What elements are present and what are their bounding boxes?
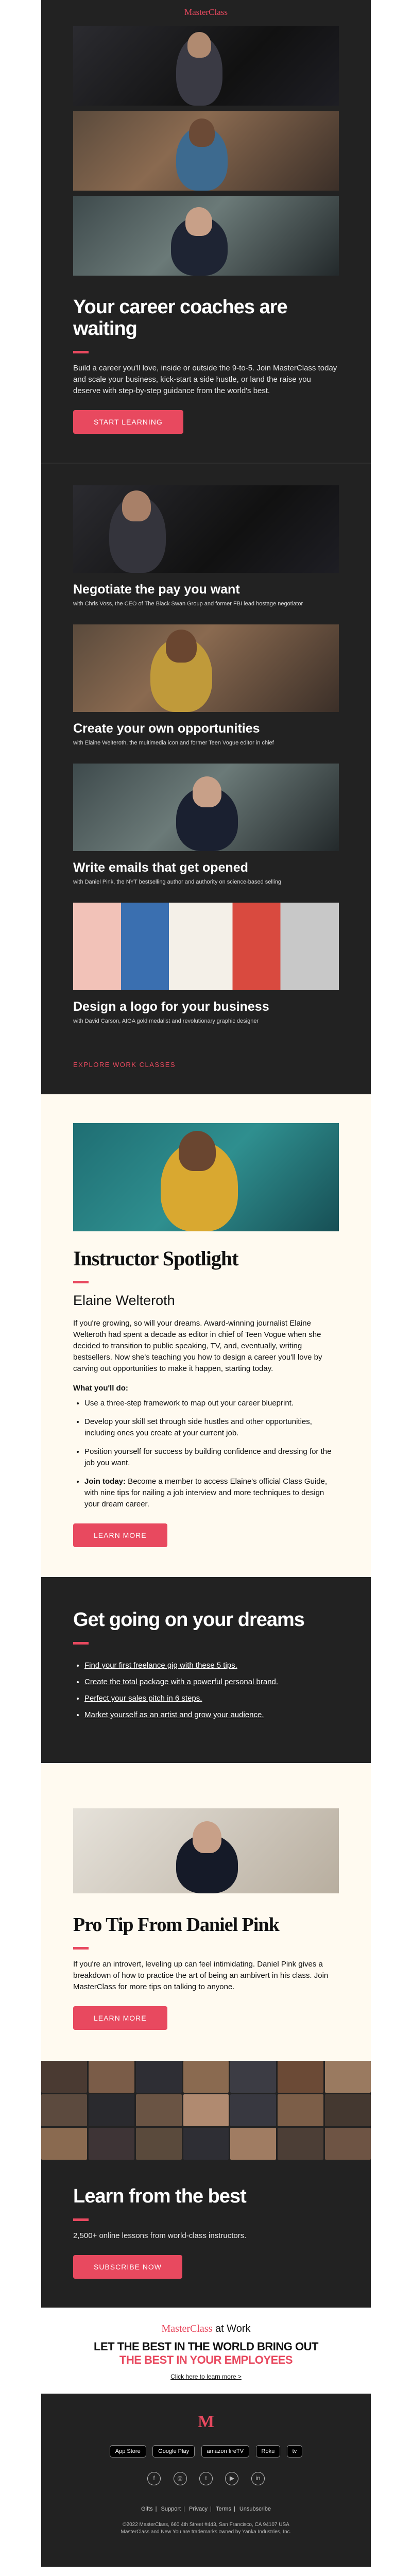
course-image-negotiate[interactable] [73,485,339,573]
course-subtitle-logo: with David Carson, AIGA gold medalist and revolutionary graphic designer [73,1018,259,1024]
spotlight-list [84,1398,339,1510]
hero-photo-elaine-welteroth [73,111,339,191]
footer-links: Gifts | Support | Privacy | Terms | Unsubscribe [141,2506,271,2512]
footer-link-terms[interactable]: Terms [215,2506,231,2512]
dreams-section [41,1577,371,1763]
course-title-emails[interactable]: Write emails that get opened [73,860,248,875]
footer-link-unsubscribe[interactable]: Unsubscribe [239,2506,271,2512]
footer [41,2394,371,2567]
course-subtitle-emails: with Daniel Pink, the NYT bestselling author and authority on science-based selling [73,879,281,885]
spotlight-heading: Instructor Spotlight [73,1247,238,1270]
divider [73,2218,89,2221]
list-item: • Join today: Become a member to access Elaine's official Class Guide, with nine tips for nailing a job interview and more techniques to design your dream career. [84,1476,339,1510]
dreams-link-sales-pitch[interactable]: Perfect your sales pitch in 6 steps. [84,1694,202,1703]
dreams-title: Get going on your dreams [73,1609,304,1631]
start-learning-button[interactable]: START LEARNING [73,410,183,434]
hero-section [41,0,371,463]
email-container [41,0,371,2576]
roku-badge[interactable]: Roku [256,2445,281,2458]
at-work-learn-more-link[interactable]: Click here to learn more > [170,2373,242,2380]
spotlight-photo-elaine [73,1123,339,1231]
list-item: • Position yourself for success by building confidence and dressing for the job you want. [84,1446,339,1469]
dreams-link-market-yourself[interactable]: Market yourself as an artist and grow your audience. [84,1710,264,1719]
spotlight-list-title: What you'll do: [73,1384,128,1393]
amazon-fire-tv-badge[interactable]: amazon fireTV [201,2445,250,2458]
linkedin-icon[interactable]: in [251,2472,265,2485]
at-work-section [41,2308,371,2394]
spotlight-instructor-name: Elaine Welteroth [73,1293,175,1308]
footer-link-privacy[interactable]: Privacy [189,2506,208,2512]
protip-body: If you're an introvert, leveling up can feel intimidating. Daniel Pink gives a breakdown of how to practice the art of being an ambivert in his class. Join MasterClass for more tips on talking to anyone. [73,1960,329,1991]
legal-address: ©2022 MasterClass, 660 4th Street #443, San Francisco, CA 94107 USA [123,2522,289,2528]
hero-photo-chris-voss [73,26,339,106]
list-item: • Use a three-step framework to map out your career blueprint. [84,1398,339,1409]
course-title-logo[interactable]: Design a logo for your business [73,999,269,1014]
protip-title: Pro Tip From Daniel Pink [73,1914,279,1936]
protip-learn-more-button[interactable]: LEARN MORE [73,2006,167,2030]
subscribe-now-button[interactable]: SUBSCRIBE NOW [73,2255,182,2279]
masterclass-monogram-icon[interactable]: M [197,2412,215,2431]
divider [73,1281,89,1283]
twitter-icon[interactable]: t [199,2472,213,2485]
social-icons [41,2472,371,2485]
app-badges [41,2445,371,2458]
facebook-icon[interactable]: f [147,2472,161,2485]
footer-link-support[interactable]: Support [161,2506,181,2512]
legal-trademark: MasterClass and New You are trademarks owned by Yanka Industries, Inc. [121,2529,291,2535]
hero-photo-daniel-pink [73,196,339,276]
divider [73,1947,89,1950]
explore-work-classes-link[interactable]: EXPLORE WORK CLASSES [73,1061,176,1069]
spotlight-body: If you're growing, so will your dreams. Award-winning journalist Elaine Welteroth had spent a decade as editor in chief of Teen Vogue when she decided to transition to public speaking, TV, and, eventually, writing bestsellers. Now she's teaching you how to design a career you'll love by carving out opportunities to make it happen, starting today. [73,1319,322,1373]
youtube-icon[interactable]: ▶ [225,2472,238,2485]
instagram-icon[interactable]: ◎ [174,2472,187,2485]
dreams-link-freelance[interactable]: Find your first freelance gig with these 5 tips. [84,1661,237,1670]
best-body: 2,500+ online lessons from world-class instructors. [73,2231,247,2240]
course-image-opportunities[interactable] [73,624,339,712]
footer-link-gifts[interactable]: Gifts [141,2506,153,2512]
protip-photo-daniel-pink [73,1808,339,1893]
spotlight-learn-more-button[interactable]: LEARN MORE [73,1523,167,1547]
course-image-emails[interactable] [73,764,339,851]
course-title-opportunities[interactable]: Create your own opportunities [73,721,260,736]
brand-logo[interactable]: MasterClass [184,7,228,17]
google-play-badge[interactable]: Google Play [152,2445,195,2458]
hero-title: Your career coaches are waiting [73,296,287,340]
courses-section [41,463,371,1094]
at-work-headline-2: THE BEST IN YOUR EMPLOYEES [119,2353,293,2366]
instructor-mosaic [41,2061,371,2160]
spotlight-section [41,1094,371,1577]
course-title-negotiate[interactable]: Negotiate the pay you want [73,582,240,597]
divider [73,351,89,353]
best-section [41,2061,371,2308]
apple-tv-badge[interactable]: tv [287,2445,303,2458]
at-work-headline-1: LET THE BEST IN THE WORLD BRING OUT [94,2340,318,2353]
dreams-link-personal-brand[interactable]: Create the total package with a powerful personal brand. [84,1677,279,1686]
course-subtitle-negotiate: with Chris Voss, the CEO of The Black Swan Group and former FBI lead hostage negotiator [73,601,303,607]
best-title: Learn from the best [73,2185,246,2207]
dreams-links [84,1660,339,1721]
divider [73,1642,89,1645]
protip-section [41,1763,371,2061]
list-item: • Develop your skill set through side hustles and other opportunities, including ones you create at your current job. [84,1416,339,1439]
course-image-logo[interactable] [73,903,339,990]
hero-body: Build a career you'll love, inside or outside the 9-to-5. Join MasterClass today and scale your business, kick-start a side hustle, or land the raise you deserve with step-by-step guidance from the world's best. [73,364,337,395]
at-work-logo: MasterClass at Work [161,2323,251,2334]
app-store-badge[interactable]: App Store [110,2445,146,2458]
course-subtitle-opportunities: with Elaine Welteroth, the multimedia icon and former Teen Vogue editor in chief [73,740,274,746]
